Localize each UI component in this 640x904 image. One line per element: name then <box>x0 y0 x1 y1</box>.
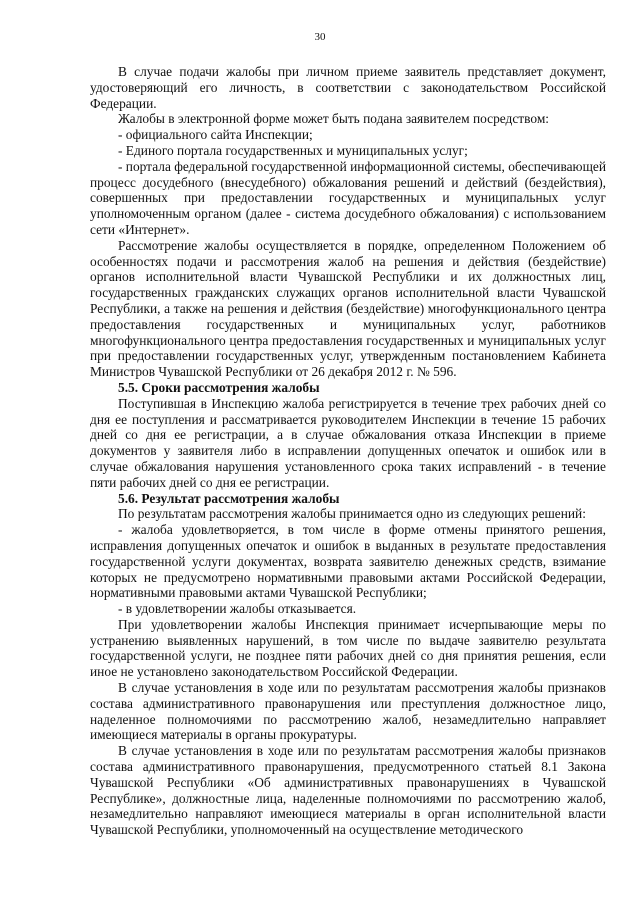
section-heading-5-6: 5.6. Результат рассмотрения жалобы <box>118 490 340 506</box>
paragraph: При удовлетворении жалобы Инспекция принимает исчерпывающие меры по устранению выявленных нарушений, в том числе по выдаче заявителю результата государственной услуги, не позднее пяти рабочих дней со дня принятия решения, если иное не установлено законодательством Российской Федерации. <box>90 616 606 680</box>
paragraph: Жалобы в электронной форме может быть подана заявителем посредством: <box>118 111 550 127</box>
list-item: - официального сайта Инспекции; <box>118 127 313 143</box>
section-heading-5-5: 5.5. Сроки рассмотрения жалобы <box>118 379 320 395</box>
list-item: - Единого портала государственных и муниципальных услуг; <box>118 142 468 158</box>
paragraph: В случае установления в ходе или по результатам рассмотрения жалобы признаков состава административного правонарушения, предусмотренного статьей 8.1 Закона Чувашской Республики «Об административных правонарушениях в Чувашской Республике», должностные лица, наделенные полномочиями по рассмотрению жалоб, незамедлительно направляют имеющиеся материалы в орган исполнительной власти Чувашской Республики, уполномоченный на осуществление методического <box>90 743 606 838</box>
list-item: - в удовлетворении жалобы отказывается. <box>118 601 357 617</box>
paragraph: В случае установления в ходе или по результатам рассмотрения жалобы признаков состава административного правонарушения или преступления должностное лицо, наделенное полномочиями по рассмотрению жалоб, незамедлительно направляет имеющиеся материалы в органы прокуратуры. <box>90 680 606 743</box>
list-item: - жалоба удовлетворяется, в том числе в форме отмены принятого решения, исправления допущенных опечаток и ошибок в выданных в результате предоставления государственной услуги документах, возврата заявителю денежных средств, взимание которых не предусмотрено нормативными правовыми актами Российской Федерации, нормативными правовыми актами Чувашской Республики; <box>90 522 606 601</box>
paragraph: Рассмотрение жалобы осуществляется в порядке, определенном Положением об особенностях подачи и рассмотрения жалоб на решения и действия (бездействие) органов исполнительной власти Чувашской Республики и их должностных лиц, государственных гражданских служащих органов исполнительной власти Чувашской Республики, а также на решения и действия (бездействие) многофункционального центра предоставления государственных и муниципальных услуг, работников многофункционального центра предоставления государственных и муниципальных услуг при предоставлении государственных услуг, утвержденным постановлением Кабинета Министров Чувашской Республики от 26 декабря 2012 г. № 596. <box>90 237 606 380</box>
paragraph: По результатам рассмотрения жалобы принимается одно из следующих решений: <box>118 506 586 522</box>
paragraph: В случае подачи жалобы при личном приеме заявитель представляет документ, удостоверяющий его личность, в соответствии с законодательством Российской Федерации. <box>90 64 606 111</box>
paragraph: Поступившая в Инспекцию жалоба регистрируется в течение трех рабочих дней со дня ее поступления и рассматривается руководителем Инспекции в течение 15 рабочих дней со дня ее регистрации, а в случае обжалования отказа Инспекции в приеме документов у заявителя либо в исправлении допущенных опечаток и ошибок или в случае обжалования нарушения установленного срока таких исправлений - в течение пяти рабочих дней со дня ее регистрации. <box>90 395 606 490</box>
page-number: 30 <box>314 31 326 43</box>
list-item: - портала федеральной государственной информационной системы, обеспечивающей процесс досудебного (внесудебного) обжалования решений и действий (бездействия), совершенных при предоставлении государственных и муниципальных услуг уполномоченным органом (далее - система досудебного обжалования) с использованием сети «Интернет». <box>90 158 606 237</box>
